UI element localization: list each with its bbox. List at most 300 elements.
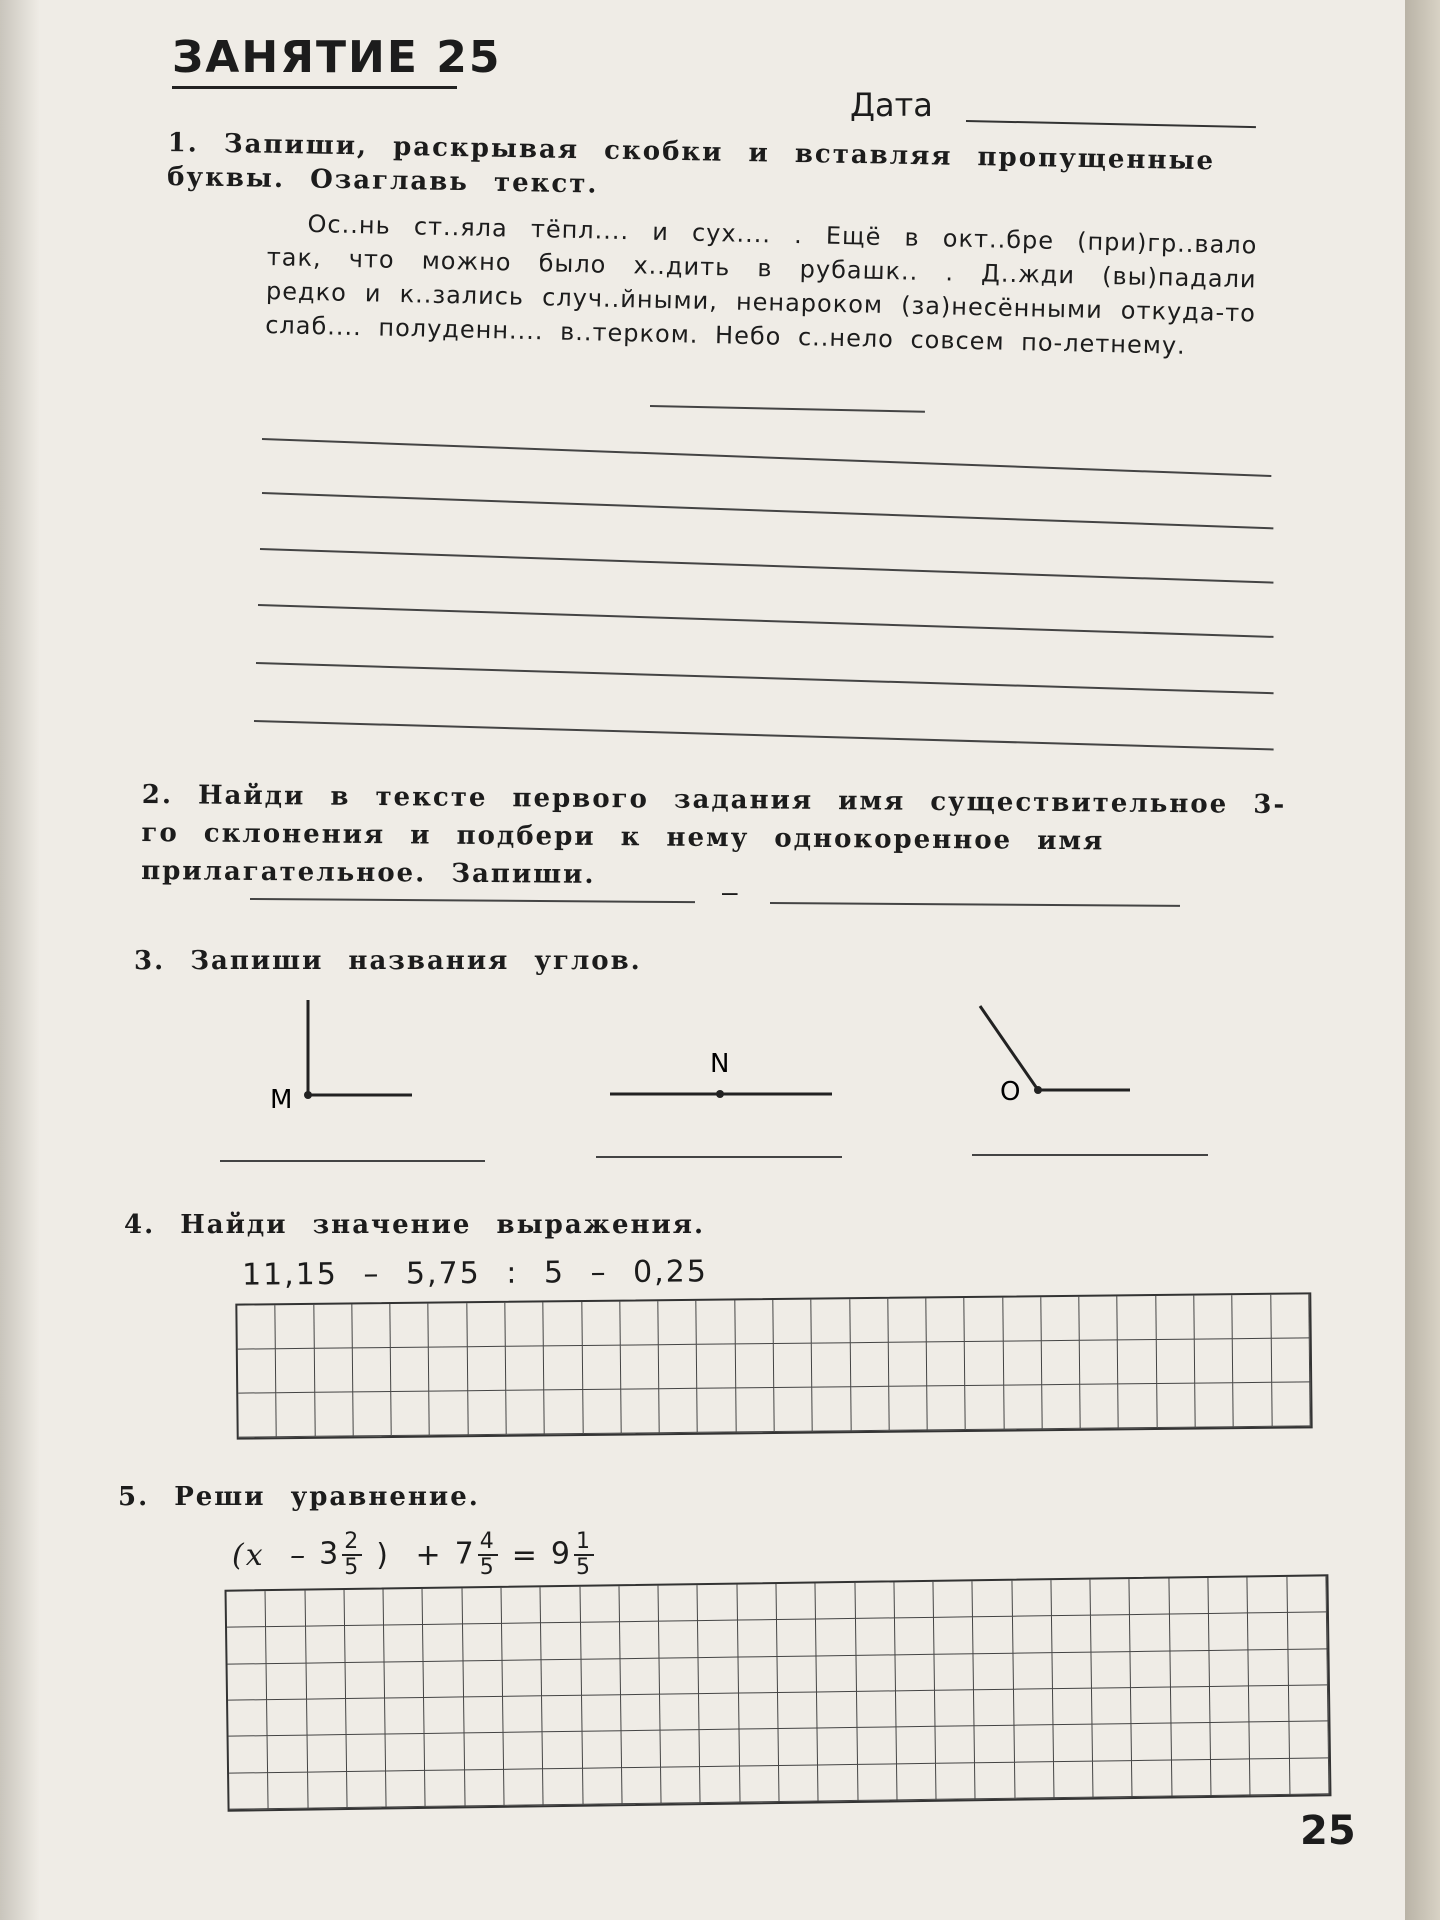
grid-cell[interactable]: [1208, 1577, 1248, 1614]
grid-cell[interactable]: [1131, 1651, 1171, 1688]
grid-cell[interactable]: [855, 1619, 895, 1656]
grid-cell[interactable]: [1248, 1613, 1288, 1650]
grid-cell[interactable]: [464, 1697, 504, 1734]
task5-answer-grid[interactable]: [225, 1574, 1332, 1811]
grid-cell[interactable]: [1132, 1760, 1172, 1797]
lesson-title: ЗАНЯТИЕ 25: [172, 32, 502, 83]
grid-cell[interactable]: [505, 1302, 544, 1346]
grid-cell[interactable]: [314, 1304, 353, 1348]
grid-cell[interactable]: [268, 1772, 308, 1809]
grid-cell[interactable]: [926, 1298, 965, 1342]
grid-cell[interactable]: [1157, 1384, 1196, 1428]
task5: [118, 1480, 480, 1514]
grid-cell[interactable]: [661, 1767, 701, 1804]
page-number: 25: [1300, 1808, 1356, 1854]
grid-cell[interactable]: [1093, 1761, 1133, 1798]
grid-cell[interactable]: [424, 1661, 464, 1698]
grid-cell[interactable]: [582, 1346, 621, 1390]
grid-cell[interactable]: [1288, 1649, 1328, 1686]
grid-cell[interactable]: [267, 1700, 307, 1737]
grid-cell[interactable]: [816, 1619, 856, 1656]
grid-cell[interactable]: [966, 1386, 1005, 1430]
grid-cell[interactable]: [850, 1343, 889, 1387]
grid-cell[interactable]: [934, 1581, 974, 1618]
title-answer-line[interactable]: [650, 405, 925, 413]
grid-cell[interactable]: [658, 1301, 697, 1345]
grid-cell[interactable]: [506, 1346, 545, 1390]
grid-cell[interactable]: [817, 1692, 857, 1729]
grid-cell[interactable]: [699, 1657, 739, 1694]
grid-cell[interactable]: [620, 1622, 660, 1659]
grid-cell[interactable]: [1233, 1295, 1272, 1339]
grid-cell[interactable]: [583, 1768, 623, 1805]
grid-cell[interactable]: [889, 1342, 928, 1386]
grid-cell[interactable]: [1271, 1294, 1310, 1338]
grid-cell[interactable]: [229, 1773, 269, 1810]
adjective-answer-line[interactable]: [770, 902, 1180, 907]
grid-cell[interactable]: [700, 1730, 740, 1767]
grid-cell[interactable]: [502, 1660, 542, 1697]
grid-cell[interactable]: [736, 1388, 775, 1432]
grid-cell[interactable]: [237, 1305, 276, 1349]
answer-line-4[interactable]: [258, 604, 1274, 638]
grid-cell[interactable]: [1209, 1650, 1249, 1687]
grid-cell[interactable]: [430, 1391, 469, 1435]
grid-cell[interactable]: [544, 1346, 583, 1390]
grid-cell[interactable]: [542, 1696, 582, 1733]
grid-cell[interactable]: [927, 1386, 966, 1430]
task4-answer-grid[interactable]: [235, 1292, 1312, 1439]
eq-equals: =: [511, 1537, 539, 1573]
grid-cell[interactable]: [965, 1342, 1004, 1386]
term3-denominator: 5: [575, 1555, 592, 1580]
term1-denominator: 5: [344, 1555, 361, 1580]
grid-cell[interactable]: [1014, 1689, 1054, 1726]
grid-cell[interactable]: [818, 1728, 858, 1765]
grid-cell[interactable]: [384, 1625, 424, 1662]
grid-cell[interactable]: [816, 1583, 856, 1620]
grid-cell[interactable]: [1289, 1722, 1329, 1759]
grid-cell[interactable]: [659, 1389, 698, 1433]
grid-cell[interactable]: [386, 1771, 426, 1808]
grid-cell[interactable]: [227, 1627, 267, 1664]
grid-cell[interactable]: [1249, 1650, 1289, 1687]
term3-fraction: [574, 1530, 594, 1580]
grid-cell[interactable]: [503, 1696, 543, 1733]
grid-cell[interactable]: [543, 1732, 583, 1769]
grid-cell[interactable]: [504, 1769, 544, 1806]
grid-cell[interactable]: [1003, 1297, 1042, 1341]
grid-cell[interactable]: [975, 1726, 1015, 1763]
angle-m-label: M: [270, 1085, 293, 1115]
grid-cell[interactable]: [895, 1618, 935, 1655]
term2-numerator: 4: [479, 1529, 496, 1554]
grid-cell[interactable]: [581, 1623, 621, 1660]
grid-cell[interactable]: [857, 1728, 897, 1765]
grid-cell[interactable]: [739, 1693, 779, 1730]
grid-cell[interactable]: [622, 1767, 662, 1804]
grid-cell[interactable]: [266, 1627, 306, 1664]
grid-cell[interactable]: [463, 1660, 503, 1697]
answer-line-1[interactable]: [262, 438, 1271, 477]
grid-cell[interactable]: [463, 1624, 503, 1661]
angle-o-label: O: [1000, 1077, 1021, 1107]
grid-cell[interactable]: [1169, 1578, 1209, 1615]
grid-cell[interactable]: [935, 1654, 975, 1691]
grid-cell[interactable]: [267, 1663, 307, 1700]
grid-cell[interactable]: [895, 1654, 935, 1691]
grid-cell[interactable]: [975, 1762, 1015, 1799]
grid-cell[interactable]: [621, 1345, 660, 1389]
grid-cell[interactable]: [1130, 1615, 1170, 1652]
noun-answer-line[interactable]: [250, 898, 695, 903]
grid-cell[interactable]: [1234, 1383, 1273, 1427]
grid-cell[interactable]: [425, 1770, 465, 1807]
grid-cell[interactable]: [462, 1588, 502, 1625]
grid-cell[interactable]: [583, 1390, 622, 1434]
eq-term2: [455, 1530, 500, 1580]
grid-cell[interactable]: [856, 1691, 896, 1728]
grid-cell[interactable]: [227, 1591, 267, 1628]
grid-cell[interactable]: [238, 1349, 277, 1393]
grid-cell[interactable]: [543, 1768, 583, 1805]
grid-cell[interactable]: [936, 1727, 976, 1764]
grid-cell[interactable]: [773, 1300, 812, 1344]
grid-cell[interactable]: [777, 1620, 817, 1657]
task5-instruction: Реши уравнение.: [174, 1482, 480, 1512]
grid-cell[interactable]: [851, 1387, 890, 1431]
grid-cell[interactable]: [774, 1388, 813, 1432]
grid-cell[interactable]: [1092, 1688, 1132, 1725]
grid-cell[interactable]: [855, 1582, 895, 1619]
grid-cell[interactable]: [347, 1771, 387, 1808]
grid-cell[interactable]: [1233, 1339, 1272, 1383]
grid-cell[interactable]: [1209, 1614, 1249, 1651]
grid-cell[interactable]: [390, 1304, 429, 1348]
answer-line-2[interactable]: [262, 492, 1273, 529]
grid-cell[interactable]: [1287, 1576, 1327, 1613]
grid-cell[interactable]: [1042, 1385, 1081, 1429]
grid-cell[interactable]: [1210, 1686, 1250, 1723]
grid-cell[interactable]: [429, 1347, 468, 1391]
answer-line-5[interactable]: [256, 662, 1274, 694]
grid-cell[interactable]: [661, 1730, 701, 1767]
grid-cell[interactable]: [973, 1617, 1013, 1654]
grid-cell[interactable]: [1250, 1722, 1290, 1759]
grid-cell[interactable]: [934, 1618, 974, 1655]
grid-cell[interactable]: [974, 1690, 1014, 1727]
grid-cell[interactable]: [897, 1763, 937, 1800]
grid-cell[interactable]: [1092, 1652, 1132, 1689]
grid-cell[interactable]: [660, 1694, 700, 1731]
grid-cell[interactable]: [896, 1727, 936, 1764]
term1-fraction: [342, 1530, 362, 1580]
grid-cell[interactable]: [1289, 1685, 1329, 1722]
grid-cell[interactable]: [306, 1663, 346, 1700]
grid-cell[interactable]: [1156, 1340, 1195, 1384]
grid-cell[interactable]: [817, 1656, 857, 1693]
grid-cell[interactable]: [384, 1589, 424, 1626]
grid-cell[interactable]: [1288, 1613, 1328, 1650]
angle-o: [980, 1006, 1130, 1107]
grid-cell[interactable]: [1171, 1687, 1211, 1724]
grid-cell[interactable]: [935, 1690, 975, 1727]
date-line[interactable]: [966, 120, 1256, 128]
grid-cell[interactable]: [1170, 1651, 1210, 1688]
task5-equation: [232, 1530, 596, 1580]
grid-cell[interactable]: [812, 1299, 851, 1343]
grid-cell[interactable]: [776, 1583, 816, 1620]
angle-m-answer-line[interactable]: [220, 1160, 485, 1162]
grid-cell[interactable]: [1130, 1579, 1170, 1616]
grid-cell[interactable]: [1042, 1341, 1081, 1385]
task1-passage: Ос..нь ст..яла тёпл.... и сух.... . Ещё в окт..бре (при)гр..вало так, что можно было х..дить в рубашк.. . Д..жди (вы)падали редко и к..зались случ..йными, ненароком (за)несёнными откуда-то слаб.... полуденн.... в..терком. Небо с..нело совсем по-летнему.: [264, 209, 1258, 360]
grid-cell[interactable]: [391, 1348, 430, 1392]
task3-instruction: Запиши названия углов.: [190, 946, 642, 976]
grid-cell[interactable]: [465, 1769, 505, 1806]
grid-cell[interactable]: [740, 1766, 780, 1803]
grid-cell[interactable]: [582, 1695, 622, 1732]
grid-cell[interactable]: [580, 1586, 620, 1623]
grid-cell[interactable]: [850, 1299, 889, 1343]
grid-cell[interactable]: [1091, 1579, 1131, 1616]
grid-cell[interactable]: [1080, 1384, 1119, 1428]
task3: [134, 944, 642, 978]
grid-cell[interactable]: [1119, 1384, 1158, 1428]
grid-cell[interactable]: [424, 1697, 464, 1734]
grid-cell[interactable]: [698, 1621, 738, 1658]
grid-cell[interactable]: [1210, 1723, 1250, 1760]
grid-cell[interactable]: [737, 1584, 777, 1621]
grid-cell[interactable]: [1015, 1762, 1055, 1799]
grid-cell[interactable]: [660, 1658, 700, 1695]
grid-cell[interactable]: [1012, 1580, 1052, 1617]
grid-cell[interactable]: [697, 1300, 736, 1344]
grid-cell[interactable]: [307, 1699, 347, 1736]
grid-cell[interactable]: [429, 1303, 468, 1347]
grid-cell[interactable]: [504, 1733, 544, 1770]
grid-cell[interactable]: [659, 1621, 699, 1658]
grid-cell[interactable]: [308, 1772, 348, 1809]
grid-cell[interactable]: [1290, 1758, 1330, 1795]
grid-cell[interactable]: [927, 1342, 966, 1386]
angle-o-answer-line[interactable]: [972, 1154, 1208, 1156]
grid-cell[interactable]: [1093, 1724, 1133, 1761]
term3-numerator: 1: [575, 1529, 592, 1554]
grid-cell[interactable]: [1080, 1340, 1119, 1384]
grid-cell[interactable]: [735, 1344, 774, 1388]
grid-cell[interactable]: [467, 1347, 506, 1391]
grid-cell[interactable]: [697, 1344, 736, 1388]
grid-cell[interactable]: [1156, 1296, 1195, 1340]
term2-whole: 7: [454, 1536, 476, 1572]
grid-cell[interactable]: [423, 1625, 463, 1662]
grid-cell[interactable]: [1004, 1385, 1043, 1429]
grid-cell[interactable]: [1014, 1725, 1054, 1762]
grid-cell[interactable]: [542, 1659, 582, 1696]
grid-cell[interactable]: [1211, 1759, 1251, 1796]
grid-cell[interactable]: [1054, 1761, 1094, 1798]
grid-cell[interactable]: [965, 1298, 1004, 1342]
grid-cell[interactable]: [386, 1734, 426, 1771]
grid-cell[interactable]: [277, 1393, 316, 1437]
grid-cell[interactable]: [1194, 1295, 1233, 1339]
title-underline: [172, 86, 457, 89]
grid-cell[interactable]: [266, 1591, 306, 1628]
grid-cell[interactable]: [1041, 1297, 1080, 1341]
grid-cell[interactable]: [778, 1729, 818, 1766]
grid-cell[interactable]: [276, 1349, 315, 1393]
term2-fraction: [478, 1530, 498, 1580]
grid-cell[interactable]: [1132, 1724, 1172, 1761]
grid-cell[interactable]: [1131, 1688, 1171, 1725]
grid-cell[interactable]: [779, 1765, 819, 1802]
grid-cell[interactable]: [856, 1655, 896, 1692]
grid-cell[interactable]: [425, 1734, 465, 1771]
grid-cell[interactable]: [974, 1653, 1014, 1690]
grid-cell[interactable]: [238, 1393, 277, 1437]
answer-line-3[interactable]: [260, 548, 1274, 584]
grid-cell[interactable]: [659, 1345, 698, 1389]
eq-open: (x –: [232, 1537, 308, 1573]
grid-cell[interactable]: [346, 1698, 386, 1735]
grid-cell[interactable]: [659, 1585, 699, 1622]
grid-cell[interactable]: [1271, 1338, 1310, 1382]
grid-cell[interactable]: [385, 1698, 425, 1735]
grid-cell[interactable]: [346, 1735, 386, 1772]
grid-cell[interactable]: [889, 1386, 928, 1430]
grid-cell[interactable]: [1052, 1652, 1092, 1689]
grid-cell[interactable]: [621, 1695, 661, 1732]
grid-cell[interactable]: [1013, 1653, 1053, 1690]
grid-cell[interactable]: [464, 1733, 504, 1770]
grid-cell[interactable]: [894, 1582, 934, 1619]
grid-cell[interactable]: [1272, 1382, 1311, 1426]
grid-cell[interactable]: [1248, 1577, 1288, 1614]
task2-number: 2.: [141, 779, 174, 811]
next-page-edge: [1405, 0, 1440, 1920]
grid-cell[interactable]: [778, 1692, 818, 1729]
task1: [167, 126, 1258, 213]
grid-cell[interactable]: [229, 1736, 269, 1773]
grid-cell[interactable]: [735, 1300, 774, 1344]
grid-cell[interactable]: [1003, 1341, 1042, 1385]
grid-cell[interactable]: [698, 1388, 737, 1432]
grid-cell[interactable]: [276, 1305, 315, 1349]
grid-cell[interactable]: [467, 1303, 506, 1347]
grid-cell[interactable]: [352, 1304, 391, 1348]
grid-cell[interactable]: [698, 1585, 738, 1622]
grid-cell[interactable]: [700, 1766, 740, 1803]
grid-cell[interactable]: [1118, 1296, 1157, 1340]
grid-cell[interactable]: [1013, 1616, 1053, 1653]
grid-cell[interactable]: [858, 1764, 898, 1801]
angle-n-label: N: [710, 1049, 730, 1079]
grid-cell[interactable]: [1250, 1759, 1290, 1796]
grid-cell[interactable]: [345, 1626, 385, 1663]
grid-cell[interactable]: [581, 1659, 621, 1696]
grid-cell[interactable]: [1053, 1725, 1093, 1762]
eq-plus: ) +: [376, 1537, 443, 1573]
grid-cell[interactable]: [774, 1344, 813, 1388]
grid-cell[interactable]: [228, 1664, 268, 1701]
grid-cell[interactable]: [268, 1736, 308, 1773]
grid-cell[interactable]: [812, 1387, 851, 1431]
grid-cell[interactable]: [1118, 1340, 1157, 1384]
grid-cell[interactable]: [582, 1302, 621, 1346]
grid-cell[interactable]: [1172, 1760, 1212, 1797]
task4-expression: 11,15 – 5,75 : 5 – 0,25: [241, 1254, 709, 1293]
grid-cell[interactable]: [621, 1731, 661, 1768]
grid-cell[interactable]: [307, 1735, 347, 1772]
grid-cell[interactable]: [936, 1763, 976, 1800]
angle-n-answer-line[interactable]: [596, 1156, 842, 1158]
grid-cell[interactable]: [344, 1589, 384, 1626]
grid-cell[interactable]: [699, 1694, 739, 1731]
grid-cell[interactable]: [541, 1587, 581, 1624]
eq-term3: [551, 1530, 596, 1580]
grid-cell[interactable]: [582, 1732, 622, 1769]
angles-figure: [0, 990, 1200, 1170]
grid-cell[interactable]: [306, 1626, 346, 1663]
grid-cell[interactable]: [738, 1657, 778, 1694]
grid-cell[interactable]: [619, 1586, 659, 1623]
grid-cell[interactable]: [739, 1729, 779, 1766]
answer-line-6[interactable]: [254, 720, 1274, 750]
grid-cell[interactable]: [502, 1624, 542, 1661]
grid-cell[interactable]: [423, 1588, 463, 1625]
grid-cell[interactable]: [345, 1662, 385, 1699]
grid-cell[interactable]: [544, 1302, 583, 1346]
grid-cell[interactable]: [1195, 1339, 1234, 1383]
grid-cell[interactable]: [468, 1391, 507, 1435]
grid-cell[interactable]: [818, 1765, 858, 1802]
grid-cell[interactable]: [353, 1392, 392, 1436]
grid-cell[interactable]: [314, 1348, 353, 1392]
task1-instruction: Запиши, раскрывая скобки и вставляя пропущенные буквы. Озаглавь текст.: [166, 128, 1216, 200]
grid-cell[interactable]: [1052, 1616, 1092, 1653]
grid-cell[interactable]: [501, 1587, 541, 1624]
grid-cell[interactable]: [777, 1656, 817, 1693]
grid-cell[interactable]: [305, 1590, 345, 1627]
grid-cell[interactable]: [1079, 1296, 1118, 1340]
grid-cell[interactable]: [544, 1390, 583, 1434]
grid-cell[interactable]: [888, 1298, 927, 1342]
grid-cell[interactable]: [1170, 1614, 1210, 1651]
grid-cell[interactable]: [541, 1623, 581, 1660]
grid-cell[interactable]: [1053, 1689, 1093, 1726]
grid-cell[interactable]: [1171, 1723, 1211, 1760]
grid-cell[interactable]: [315, 1392, 354, 1436]
grid-cell[interactable]: [738, 1620, 778, 1657]
grid-cell[interactable]: [812, 1343, 851, 1387]
eq-term1: [319, 1530, 364, 1580]
grid-cell[interactable]: [391, 1392, 430, 1436]
grid-cell[interactable]: [385, 1662, 425, 1699]
grid-cell[interactable]: [1195, 1383, 1234, 1427]
grid-cell[interactable]: [620, 1658, 660, 1695]
grid-cell[interactable]: [228, 1700, 268, 1737]
grid-cell[interactable]: [506, 1390, 545, 1434]
grid-cell[interactable]: [973, 1581, 1013, 1618]
grid-cell[interactable]: [1249, 1686, 1289, 1723]
grid-cell[interactable]: [1091, 1615, 1131, 1652]
grid-cell[interactable]: [896, 1691, 936, 1728]
grid-cell[interactable]: [621, 1389, 660, 1433]
grid-cell[interactable]: [620, 1301, 659, 1345]
grid-cell[interactable]: [353, 1348, 392, 1392]
grid-cell[interactable]: [1051, 1580, 1091, 1617]
